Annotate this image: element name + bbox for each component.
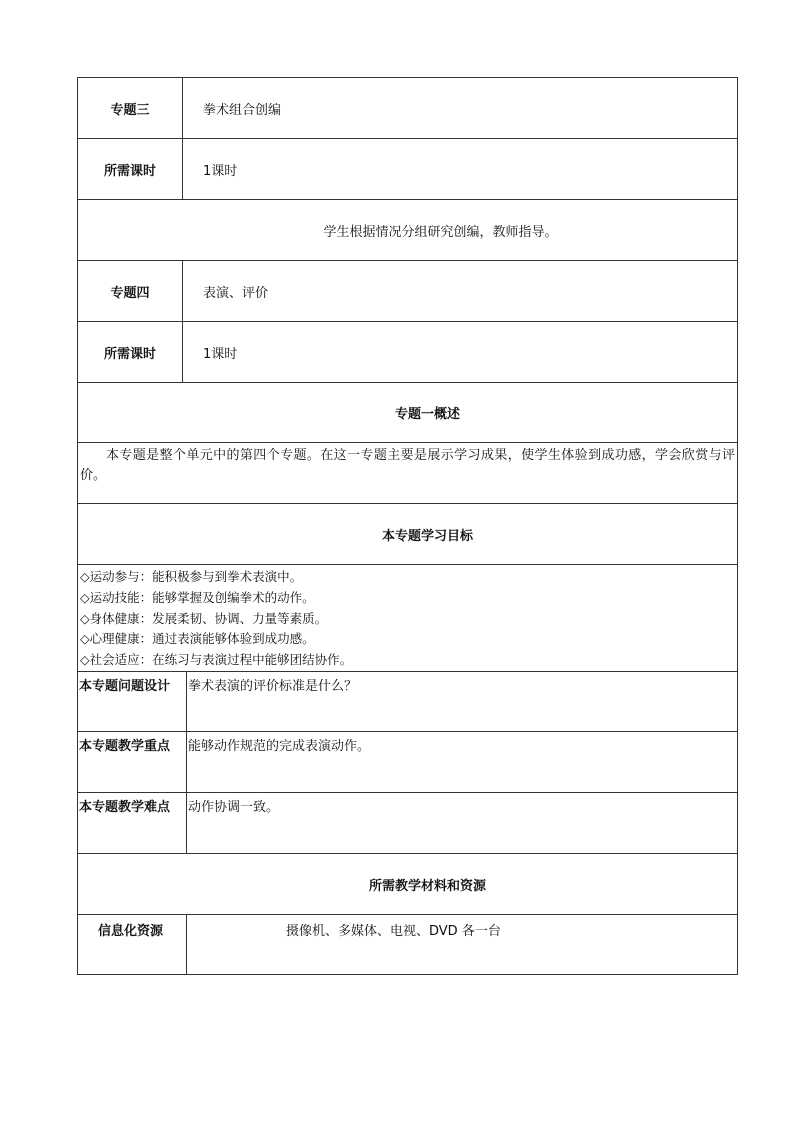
overview-text-row xyxy=(77,442,738,504)
goals-list xyxy=(80,567,735,671)
focus-divider xyxy=(186,732,187,792)
hours1-row xyxy=(77,138,738,200)
hours2-value: 1课时 xyxy=(203,346,238,362)
overview-heading: 专题一概述 xyxy=(394,407,460,422)
topic3-row xyxy=(77,77,738,139)
topic4-label: 专题四 xyxy=(78,261,183,321)
it-value: 摄像机、多媒体、电视、DVD 各一台 xyxy=(286,924,501,939)
goal-item: ◇运动技能：能够掌握及创编拳术的动作。 xyxy=(80,589,315,605)
question-value: 拳术表演的评价标准是什么？ xyxy=(188,679,358,694)
topic4-row xyxy=(77,260,738,322)
materials-heading-row xyxy=(77,853,738,915)
it-label: 信息化资源 xyxy=(98,924,164,939)
goals-heading: 本专题学习目标 xyxy=(381,528,473,544)
topic3-value: 拳术组合创编 xyxy=(203,102,282,118)
hours1-label: 所需课时 xyxy=(78,139,183,199)
materials-heading: 所需教学材料和资源 xyxy=(368,878,486,894)
goal-item: ◇身体健康：发展柔韧、协调、力量等素质。 xyxy=(80,610,328,626)
goal-item: ◇运动参与：能积极参与到拳术表演中。 xyxy=(80,569,303,584)
question-divider xyxy=(186,672,187,731)
question-row xyxy=(77,671,738,732)
overview-text: 本专题是整个单元中的第四个专题。在这一专题主要是展示学习成果，使学生体验到成功感，学会欣赏与评价。 xyxy=(80,448,735,483)
goals-row xyxy=(77,564,738,672)
hours2-row xyxy=(77,321,738,383)
difficulty-divider xyxy=(186,793,187,853)
overview-heading-row xyxy=(77,382,738,443)
difficulty-value: 动作协调一致。 xyxy=(188,800,280,815)
focus-label: 本专题教学重点 xyxy=(79,739,171,754)
topic3-label: 专题三 xyxy=(78,78,183,138)
goals-heading-row xyxy=(77,503,738,565)
focus-row xyxy=(77,731,738,793)
question-label: 本专题问题设计 xyxy=(79,679,171,694)
it-divider xyxy=(186,915,187,974)
focus-value: 能够动作规范的完成表演动作。 xyxy=(188,739,371,754)
goal-item: ◇社会适应：在练习与表演过程中能够团结协作。 xyxy=(80,652,353,668)
hours1-value: 1课时 xyxy=(203,163,238,179)
hours2-label: 所需课时 xyxy=(78,322,183,382)
group-note: 学生根据情况分组研究创编，教师指导。 xyxy=(323,224,558,240)
topic4-value: 表演、评价 xyxy=(203,285,269,301)
difficulty-label: 本专题教学难点 xyxy=(79,800,171,815)
it-resources-row xyxy=(77,914,738,975)
goal-item: ◇心理健康：通过表演能够体验到成功感。 xyxy=(80,631,315,647)
group-note-row xyxy=(77,199,738,261)
difficulty-row xyxy=(77,792,738,854)
